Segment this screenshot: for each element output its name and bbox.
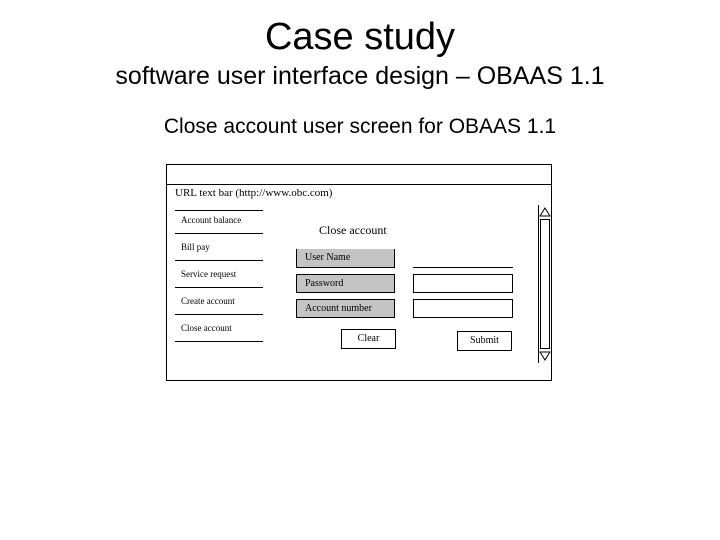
vertical-scrollbar[interactable] bbox=[538, 205, 551, 363]
slide-title: Case study bbox=[264, 16, 456, 58]
url-bar[interactable]: URL text bar (http://www.obc.com) bbox=[167, 184, 551, 202]
submit-button[interactable]: Submit bbox=[457, 331, 512, 351]
password-label: Password bbox=[296, 274, 395, 293]
nav-item-create-account[interactable]: Create account bbox=[175, 292, 263, 315]
clear-button[interactable]: Clear bbox=[341, 329, 396, 349]
nav-item-account-balance[interactable]: Account balance bbox=[175, 211, 263, 234]
slide-caption: Close account user screen for OBAAS 1.1 bbox=[163, 115, 557, 138]
password-input[interactable] bbox=[413, 274, 513, 293]
form-heading: Close account bbox=[319, 223, 387, 237]
triangle-down-icon[interactable] bbox=[539, 350, 551, 362]
triangle-up-icon[interactable] bbox=[539, 206, 551, 218]
scrollbar-thumb[interactable] bbox=[540, 219, 550, 349]
account-number-label: Account number bbox=[296, 299, 395, 318]
user-name-label: User Name bbox=[296, 249, 395, 268]
nav-item-service-request[interactable]: Service request bbox=[175, 265, 263, 288]
slide-subtitle: software user interface design – OBAAS 1.1 bbox=[115, 62, 605, 90]
account-number-input[interactable] bbox=[413, 299, 513, 318]
nav-item-bill-pay[interactable]: Bill pay bbox=[175, 238, 263, 261]
nav-item-close-account[interactable]: Close account bbox=[175, 319, 263, 342]
screen-mockup bbox=[166, 164, 552, 381]
user-name-input[interactable] bbox=[413, 249, 513, 268]
